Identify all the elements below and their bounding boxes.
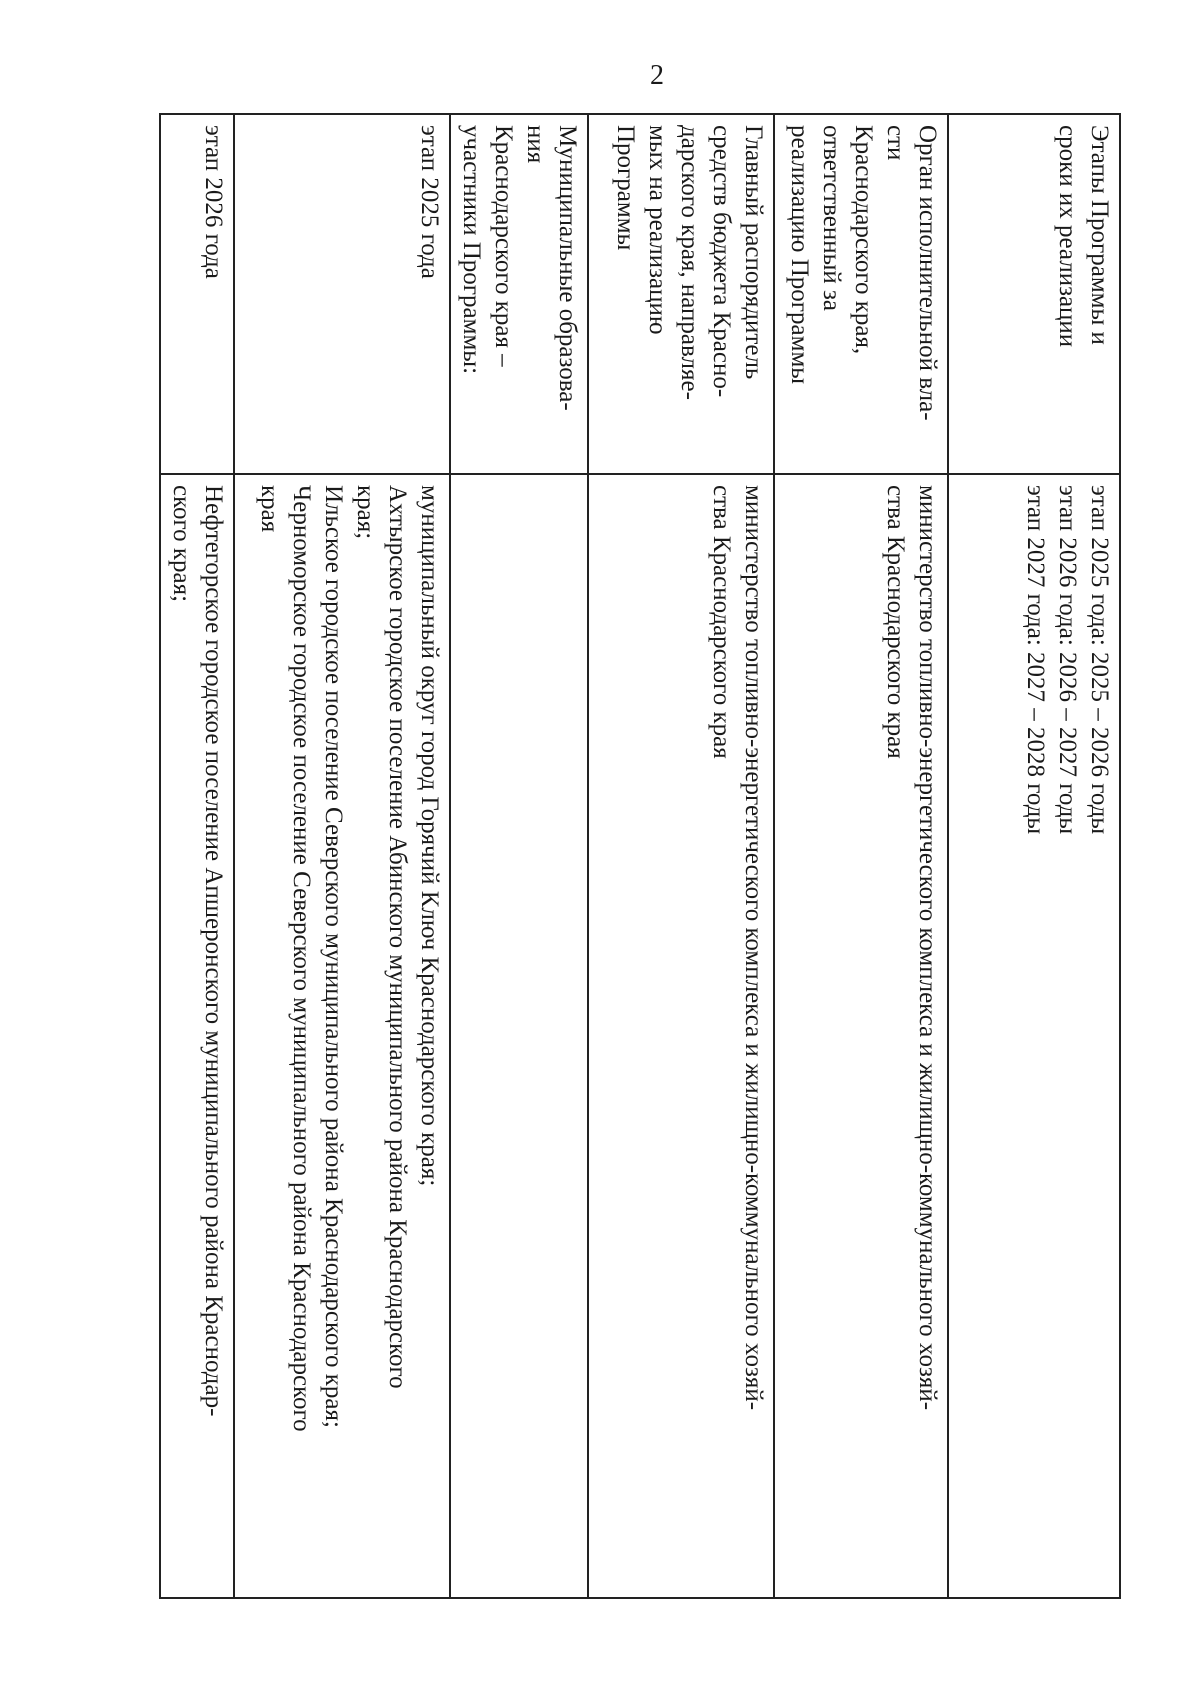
value-line: Ахтырское городское поселение Абинского муниципального района Краснодарского: [384, 485, 411, 1389]
label-line: реализацию Программы: [786, 125, 813, 385]
table-row: [774, 114, 948, 1598]
value-line: края: [256, 485, 283, 533]
table-row: [160, 114, 234, 1598]
row-value: [160, 474, 234, 1598]
label-line: Орган исполнительной вла-: [914, 125, 941, 421]
value-line: муниципальный округ город Горячий Ключ Краснодарского края;: [416, 485, 443, 1187]
row-label: [450, 114, 588, 474]
row-value: [234, 474, 450, 1598]
row-label: [774, 114, 948, 474]
program-passport-table-wrapper: [168, 113, 1121, 1597]
label-line: ния: [522, 125, 549, 164]
page-number: 2: [650, 60, 664, 91]
label-line: Муниципальные образова-: [554, 125, 581, 411]
value-line: Ильское городское поселение Северского муниципального района Краснодарского края;: [320, 485, 347, 1428]
value-line: министерство топливно-энергетического комплекса и жилищно-коммунального хозяй-: [914, 485, 941, 1411]
table-row: [948, 114, 1120, 1598]
label-line: Краснодарского края,: [850, 125, 877, 355]
table-row: [588, 114, 774, 1598]
label-line: Программы: [612, 125, 639, 251]
value-line: этап 2025 года: 2025 – 2026 годы: [1086, 485, 1113, 835]
label-line: сроки их реализации: [1054, 125, 1081, 348]
label-line: этап 2026 года: [200, 125, 227, 279]
label-line: Этапы Программы и: [1086, 125, 1113, 345]
label-line: участники Программы:: [458, 125, 485, 375]
value-line: ства Краснодарского края: [882, 485, 909, 759]
value-line: края;: [352, 485, 379, 540]
label-line: сти: [882, 125, 909, 161]
value-line: ского края;: [168, 485, 195, 603]
value-line: ства Краснодарского края: [708, 485, 735, 759]
label-line: мых на реализацию: [644, 125, 671, 335]
program-passport-table: [159, 113, 1121, 1599]
row-value: [948, 474, 1120, 1598]
label-line: средств бюджета Красно-: [708, 125, 735, 398]
label-line: Главный распорядитель: [740, 125, 767, 380]
table-row: [234, 114, 450, 1598]
value-line: этап 2027 года: 2027 – 2028 годы: [1022, 485, 1049, 835]
value-line: министерство топливно-энергетического комплекса и жилищно-коммунального хозяй-: [740, 485, 767, 1411]
table-row: [450, 114, 588, 1598]
row-value: [450, 474, 588, 1598]
row-value: [774, 474, 948, 1598]
label-line: ответственный за: [818, 125, 845, 312]
row-label: [588, 114, 774, 474]
row-value: [588, 474, 774, 1598]
label-line: дарского края, направляе-: [676, 125, 703, 400]
label-line: Краснодарского края –: [490, 125, 517, 367]
row-label: [234, 114, 450, 474]
row-label: [948, 114, 1120, 474]
value-line: Черноморское городское поселение Северского муниципального района Краснодарского: [288, 485, 315, 1432]
row-label: [160, 114, 234, 474]
label-line: этап 2025 года: [416, 125, 443, 279]
value-line: Нефтегорское городское поселение Апшеронского муниципального района Краснодар-: [200, 485, 227, 1417]
value-line: этап 2026 года: 2026 – 2027 годы: [1054, 485, 1081, 835]
